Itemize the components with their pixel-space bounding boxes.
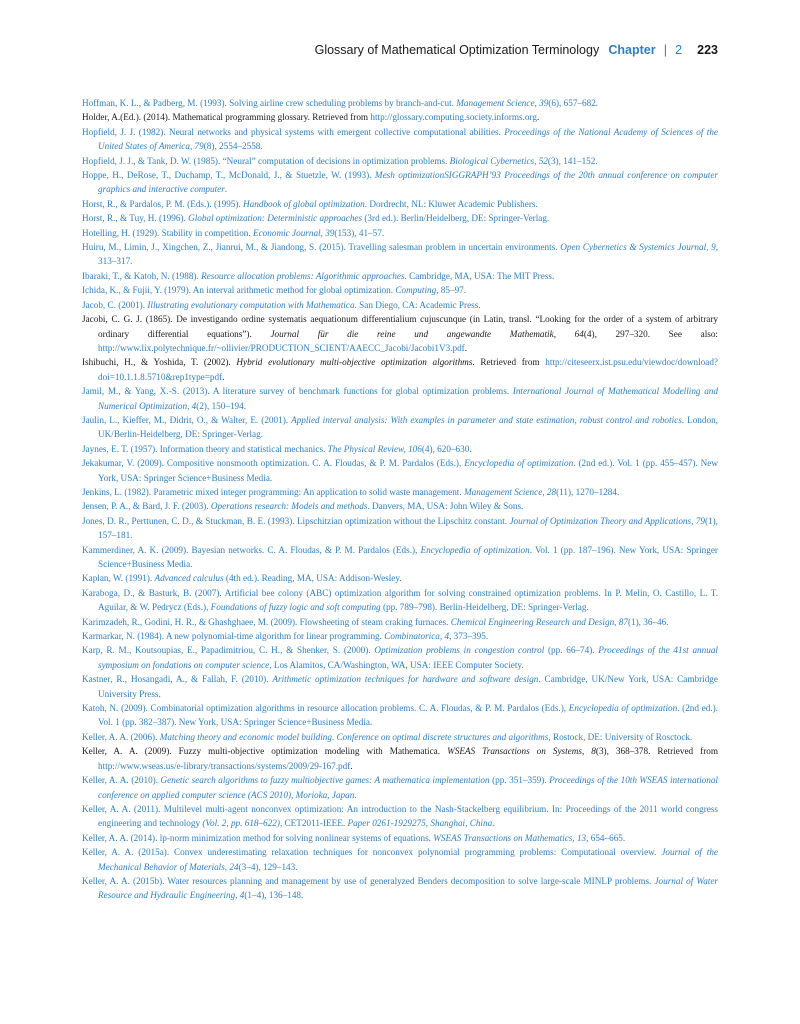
reference-italic-text: Encyclopedia of optimization — [568, 703, 678, 714]
reference-italic-text: Journal für die reine und angewandte Mathematik — [270, 328, 554, 339]
header-separator: | — [663, 43, 667, 57]
reference-text: Karaboga, D., & Basturk, B. (2007). Artificial bee colony (ABC) optimization algorithm for solving constrained optimization problems. In P. Melin, O. Castillo, L. T. Aguilar, & W. Pedrycz (Eds.), — [82, 587, 718, 613]
reference-italic-text: Proceedings of the National Academy of Sciences of the United States of America, 79 — [98, 126, 718, 152]
reference-entry — [82, 110, 718, 124]
reference-italic-text: Arithmetic optimization techniques for hardware and software design — [272, 674, 539, 685]
reference-entry[interactable] — [82, 413, 718, 442]
reference-text: (11), 1270–1284. — [556, 486, 620, 497]
reference-text: Jamil, M., & Yang, X.-S. (2013). A literature survey of benchmark functions for global optimization problems. — [82, 386, 513, 397]
reference-entry[interactable] — [82, 874, 718, 903]
reference-italic-text: Matching theory and economic model building — [159, 731, 332, 742]
reference-entry[interactable] — [82, 168, 718, 197]
reference-url-link[interactable]: http://citeseerx.ist.psu.edu/viewdoc/download?doi=10.1.1.8.5710&rep1type=pdf — [98, 357, 718, 382]
reference-italic-text: Economic Journal, 39 — [252, 227, 335, 238]
reference-italic-text: Global optimization: Deterministic approaches — [188, 213, 363, 224]
reference-entry[interactable] — [82, 672, 718, 701]
reference-italic-text: Proceedings of the 10th WSEAS international conference on applied computer science (ACS 2010), Morioka, Japan — [98, 775, 718, 800]
reference-text: Keller, A. A. (2009). Fuzzy multi-objective optimization modeling with Mathematica. — [82, 746, 448, 757]
reference-text: Jacob, C. (2001). — [82, 299, 148, 310]
reference-italic-text: Operations research: Models and methods — [210, 501, 368, 512]
reference-text: . — [331, 731, 337, 742]
reference-text: . Retrieved from — [472, 357, 546, 368]
reference-italic-text: Journal of the Mechanical Behavior of Materials, 24 — [98, 847, 719, 872]
reference-text: Jacobi, C. G. J. (1865). De investigando ordine systematis aequationum differentialium cujuscunque (in Latin, transl. “Looking for the order of a system of arbitrary ordinary differential equations”). — [82, 314, 718, 339]
reference-text: Kaplan, W. (1991). — [82, 573, 155, 584]
reference-text: Keller, A. A. (2006). — [82, 731, 160, 742]
reference-entry[interactable] — [82, 701, 718, 730]
reference-text: (1), 157–181. — [98, 515, 718, 541]
reference-text: Ibaraki, T., & Katoh, N. (1988). — [82, 270, 202, 281]
reference-text: Jaulin, L., Kieffer, M., Didrit, O., & Walter, E. (2001). — [82, 414, 292, 425]
reference-text: Karmarkar, N. (1984). A new polynomial-time algorithm for linear programming. — [82, 631, 385, 642]
reference-text: Keller, A. A. (2011). Multilevel multi-agent nonconvex optimization: An introduction to the Nash-Stackelberg equilibrium. In: Proceedings of the 2011 world congress engineering and technology — [82, 803, 718, 829]
reference-italic-text: Biological Cybernetics, 52 — [449, 155, 548, 166]
reference-text: Keller, A. A. (2014). lp-norm minimization method for solving nonlinear systems of equations. — [82, 832, 434, 843]
reference-text: (3), 141–152. — [547, 155, 598, 166]
reference-italic-text: Mesh optimizationSIGGRAPH’93 Proceedings of the 20th annual conference on computer graphics and interactive computer — [98, 170, 718, 195]
reference-url-link[interactable]: http://glossary.computing.society.informs.org — [370, 112, 537, 123]
reference-italic-text: WSEAS Transactions on Systems — [447, 746, 582, 757]
reference-text: (pp. 351–359). — [489, 775, 550, 786]
reference-text: (3–4), 129–143. — [238, 861, 298, 872]
reference-entry[interactable] — [82, 586, 718, 615]
reference-text: Hopfield, J. J. (1982). Neural networks and physical systems with emergent collective computational abilities. — [82, 126, 505, 137]
reference-entry[interactable] — [82, 543, 718, 572]
reference-text: , Rostock, DE: University of Rosctock. — [548, 731, 693, 742]
reference-text: . Cambridge, UK/New York, USA: Cambridge University Press. — [98, 674, 718, 699]
reference-text: , CET2011-IEEE. — [279, 818, 348, 829]
reference-text: . (2nd ed.). Vol. 1 (pp. 382–387). New York, USA: Springer Science+Business Media. — [98, 703, 718, 728]
reference-entry[interactable] — [82, 384, 718, 413]
reference-italic-text: Genetic search algorithms to fuzzy multiobjective games: A mathematica implementation — [160, 775, 490, 786]
reference-italic-text: Foundations of fuzzy logic and soft computing — [210, 602, 381, 613]
reference-text: . — [492, 818, 495, 829]
reference-italic-text: International Journal of Mathematical Modelling and Numerical Optimization, 4 — [98, 386, 718, 411]
reference-text: Jekakumar, V. (2009). Compositive nonsmooth optimization. C. A. Floudas, & P. M. Pardalos (Eds.), — [82, 458, 465, 469]
reference-entry[interactable] — [82, 773, 718, 802]
reference-text: Holder, A.(Ed.). (2014). Mathematical programming glossary. Retrieved from — [82, 112, 371, 123]
reference-text: (pp. 66–74). — [544, 645, 599, 656]
reference-text: . Cambridge, MA, USA: The MIT Press. — [404, 270, 555, 281]
reference-text: , 373–395. — [449, 631, 489, 642]
reference-entry — [82, 312, 718, 355]
reference-text: (4), 620–630. — [421, 443, 472, 454]
reference-entry[interactable] — [82, 96, 718, 110]
reference-list — [82, 96, 718, 903]
reference-italic-text: Chemical Engineering Research and Design, 87 — [450, 616, 628, 627]
reference-entry[interactable] — [82, 442, 718, 456]
reference-italic-text: Handbook of global optimization — [243, 198, 365, 209]
reference-text: , — [581, 746, 592, 757]
reference-italic-text: WSEAS Transactions on Mathematics, 13 — [433, 832, 587, 843]
reference-text: (3rd ed.). Berlin/Heidelberg, DE: Springer-Verlag. — [362, 213, 550, 224]
reference-text: Jenkins, L. (1982). Parametric mixed integer programming: An application to solid waste management. — [82, 486, 464, 497]
reference-entry[interactable] — [82, 499, 718, 513]
reference-text: (4), 297–320. See also: — [583, 328, 718, 339]
reference-text: Hoffman, K. L., & Padberg, M. (1993). Solving airline crew scheduling problems by branch-and-cut. — [82, 98, 457, 108]
reference-text: Horst, R., & Pardalos, P. M. (Eds.). (1995). — [82, 198, 244, 209]
chapter-number: 2 — [675, 43, 683, 57]
reference-italic-text: 64 — [574, 328, 584, 339]
reference-entry[interactable] — [82, 802, 718, 831]
reference-italic-text: Computing — [395, 285, 437, 296]
reference-entry[interactable] — [82, 154, 718, 168]
reference-italic-text: Applied interval analysis: With examples in parameter and state estimation, robust control and robotics — [291, 414, 682, 425]
reference-text: (pp. 789–798). Berlin-Heidelberg, DE: Springer-Verlag. — [380, 602, 589, 613]
reference-text: . San Diego, CA: Academic Press. — [354, 299, 481, 310]
chapter-label: Chapter — [608, 43, 656, 57]
reference-italic-text: Illustrating evolutionary computation with Mathematica — [147, 299, 355, 310]
reference-url-link[interactable]: http://www.wseas.us/e-library/transactions/systems/2009/29-167.pdf — [98, 760, 351, 771]
reference-text: (153), 41–57. — [334, 227, 385, 238]
reference-entry[interactable] — [82, 269, 718, 283]
reference-italic-text: Resource allocation problems: Algorithmic approaches — [201, 270, 405, 281]
reference-text: Keller, A. A. (2015b). Water resources planning and management by use of generalyzed Benders decomposition to solve large-scale MINLP problems. — [82, 875, 655, 886]
reference-entry[interactable] — [82, 226, 718, 240]
reference-text: Ishibuchi, H., & Yoshida, T. (2002). — [82, 357, 237, 368]
reference-italic-text: Advanced calculus — [154, 573, 224, 584]
reference-entry[interactable] — [82, 211, 718, 225]
reference-italic-text: Encyclopedia of optimization — [420, 544, 530, 555]
reference-entry[interactable] — [82, 514, 718, 543]
reference-italic-text: (Vol. 2, pp. 618–622) — [202, 818, 280, 829]
reference-text: Horst, R., & Tuy, H. (1996). — [82, 213, 189, 224]
reference-entry[interactable] — [82, 125, 718, 154]
reference-text: Karp, R. M., Koutsoupias, E., Papadimitriou, C. H., & Shenker, S. (2000). — [82, 645, 375, 656]
reference-text: . — [350, 760, 353, 771]
reference-text: Kastner, R., Hosangadi, A., & Fallah, F. (2010). — [82, 674, 273, 685]
reference-text: Jensen, P. A., & Bard, J. F. (2003). — [82, 501, 211, 512]
reference-italic-text: Management Science, 28 — [463, 486, 557, 497]
reference-text: . Vol. 1 (pp. 187–196). New York, USA: Springer Science+Business Media. — [98, 544, 718, 569]
reference-text: , 85–97. — [436, 285, 467, 296]
reference-text: Huiru, M., Limin, J., Xingchen, Z., Jianrui, M., & Jiandong, S. (2015). Travelling salesman problem in uncertain environments. — [82, 242, 561, 253]
reference-italic-text: Hybrid evolutionary multi-objective optimization algorithms — [236, 357, 473, 368]
reference-text: . — [464, 342, 468, 353]
reference-italic-text: Conference on optimal discrete structures and algorithms — [336, 731, 549, 742]
reference-text: (4th ed.). Reading, MA, USA: Addison-Wesley. — [223, 573, 402, 584]
reference-text: Jaynes, E. T. (1957). Information theory and statistical mechanics. — [82, 443, 328, 454]
reference-italic-text: Optimization problems in congestion control — [374, 645, 545, 656]
reference-text: Keller, A. A. (2015a). Convex underestimating relaxation techniques for nonconvex polynomial programming problems: Computational overview. — [82, 847, 662, 858]
reference-entry[interactable] — [82, 298, 718, 312]
reference-entry[interactable] — [82, 456, 718, 485]
reference-italic-text: Encyclopedia of optimization — [464, 458, 574, 469]
reference-entry[interactable] — [82, 831, 718, 845]
reference-text: (2), 150–194. — [196, 400, 247, 411]
reference-text: . — [222, 371, 225, 382]
reference-italic-text: The Physical Review, 106 — [327, 443, 422, 454]
reference-entry[interactable] — [82, 643, 718, 672]
reference-entry[interactable] — [82, 615, 718, 629]
reference-italic-text: Combinatorica, 4 — [384, 631, 450, 642]
reference-italic-text: Management Science, 39 — [456, 98, 549, 108]
reference-text: Hotelling, H. (1929). Stability in competition. — [82, 227, 253, 238]
reference-text: Hopfield, J. J., & Tank, D. W. (1985). “Neural” computation of decisions in optimization problems. — [82, 155, 450, 166]
reference-text: (8), 2554–2558. — [203, 141, 263, 152]
reference-entry[interactable] — [82, 485, 718, 499]
reference-text: . — [536, 112, 540, 123]
reference-entry — [82, 355, 718, 384]
reference-text: Jones, D. R., Perttunen, C. D., & Stuckman, B. E. (1993). Lipschitzian optimization without the Lipschitz constant. — [82, 515, 510, 526]
reference-italic-text: Paper 0261-1929275, Shanghai, China — [347, 818, 493, 829]
reference-italic-text: 8 — [591, 746, 596, 757]
reference-italic-text: Journal of Optimization Theory and Applications, 79 — [509, 515, 705, 526]
running-header — [315, 43, 718, 58]
reference-text: (1), 36–46. — [627, 616, 669, 627]
reference-entry — [82, 744, 718, 773]
reference-url-link[interactable]: http://www.lix.polytechnique.fr/~ollivier/PRODUCTION_SCIENT/AAECC_Jacobi/Jacobi1V3.pdf — [98, 342, 465, 353]
reference-entry[interactable] — [82, 240, 718, 269]
reference-entry[interactable] — [82, 629, 718, 643]
reference-text: Keller, A. A. (2010). — [82, 775, 161, 786]
reference-text: , — [553, 328, 575, 339]
reference-text: , Los Alamitos, CA/Washington, WA, USA: IEEE Computer Society. — [269, 659, 524, 670]
reference-text: Ichida, K., & Fujii, Y. (1979). An interval arithmetic method for global optimization. — [82, 285, 396, 296]
book-title: Glossary of Mathematical Optimization Terminology — [314, 43, 600, 57]
reference-entry[interactable] — [82, 197, 718, 211]
reference-text: . Dordrecht, NL: Kluwer Academic Publishers. — [364, 198, 538, 209]
reference-entry[interactable] — [82, 845, 718, 874]
reference-text: , 654–665. — [586, 832, 626, 843]
reference-text: Hoppe, H., DeRose, T., Duchamp, T., McDonald, J., & Stuetzle, W. (1993). — [82, 170, 375, 181]
reference-text: . London, UK/Berlin-Heidelberg, DE: Springer-Verlag. — [98, 414, 718, 440]
reference-entry[interactable] — [82, 283, 718, 297]
page-number: 223 — [697, 43, 718, 57]
reference-text: Kammerdiner, A. K. (2009). Bayesian networks. C. A. Floudas, & P. M. Pardalos (Eds.), — [82, 544, 421, 555]
reference-text: . (2nd ed.). Vol. 1 (pp. 455–457). New York, USA: Springer Science+Business Media. — [98, 458, 718, 483]
reference-text: . Danvers, MA, USA: John Wiley & Sons. — [367, 501, 524, 512]
reference-text: . — [224, 184, 228, 195]
reference-text: (3), 368–378. Retrieved from — [595, 746, 718, 757]
reference-italic-text: Journal of Water Resource and Hydraulic Engineering, 4 — [98, 875, 718, 901]
reference-text: (1–4), 136–148. — [244, 890, 304, 901]
reference-text: . — [354, 789, 357, 800]
reference-text: Karimzadeh, R., Godini, H. R., & Ghashghaee, M. (2009). Flowsheeting of steam craking furnaces. — [82, 616, 451, 627]
reference-entry[interactable] — [82, 730, 718, 744]
reference-entry[interactable] — [82, 571, 718, 585]
reference-text: , 313–317. — [98, 242, 718, 267]
reference-text: (6), 657–682. — [548, 98, 599, 108]
reference-italic-text: Open Cybernetics & Systemics Journal, 9 — [560, 242, 716, 253]
reference-text: Katoh, N. (2009). Combinatorial optimization algorithms in resource allocation problems. C. A. Floudas, & P. M. Pardalos (Eds.), — [82, 703, 569, 714]
reference-italic-text: Proceedings of the 41st annual symposium on fondations on computer science — [98, 645, 718, 670]
